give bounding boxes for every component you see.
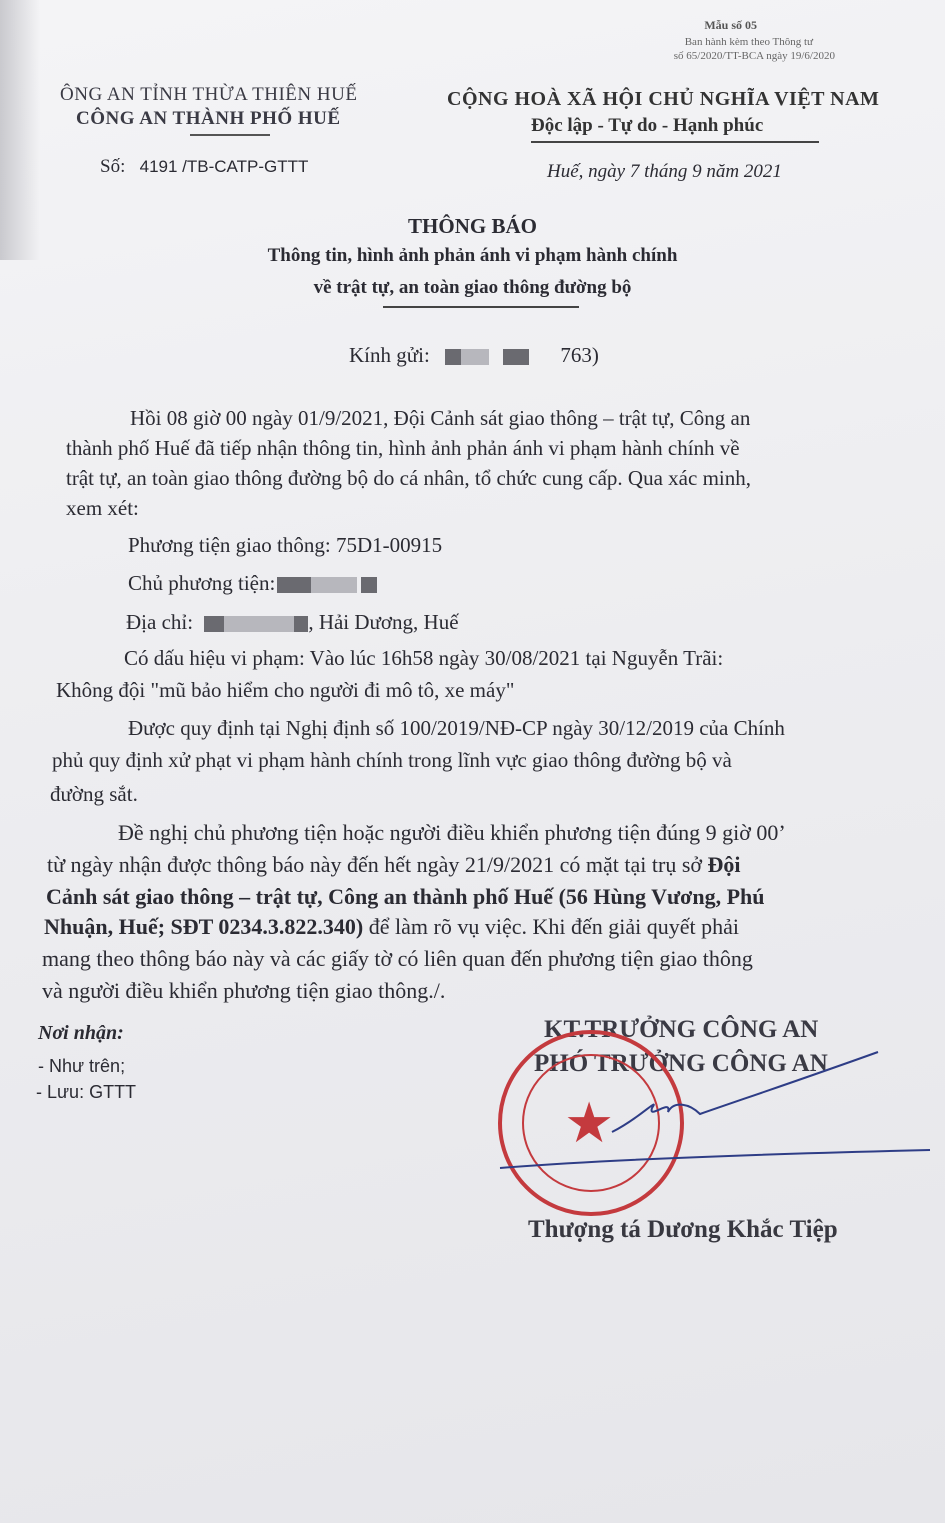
signer-name: Thượng tá Dương Khắc Tiệp: [528, 1216, 838, 1243]
form-reference-line2: số 65/2020/TT-BCA ngày 19/6/2020: [673, 50, 835, 62]
form-reference-line1: Ban hành kèm theo Thông tư: [684, 36, 813, 48]
rule-line-2: phủ quy định xử phạt vi phạm hành chính trong lĩnh vực giao thông đường bộ và: [52, 748, 732, 772]
request-line-5: mang theo thông báo này và các giấy tờ có liên quan đến phương tiện giao thông: [42, 946, 753, 971]
request-line-2-bold: Đội: [707, 852, 741, 877]
national-title: CỘNG HOÀ XÃ HỘI CHỦ NGHĨA VIỆT NAM: [447, 88, 880, 110]
recipients-heading: Nơi nhận:: [38, 1022, 124, 1044]
owner-label: Chủ phương tiện:: [128, 571, 276, 595]
recipient-item-2: - Lưu: GTTT: [36, 1082, 137, 1102]
request-line-4-text: để làm rõ vụ việc. Khi đến giải quyết phải: [368, 914, 739, 939]
violation-line-1: Có dấu hiệu vi phạm: Vào lúc 16h58 ngày 30/08/2021 tại Nguyễn Trãi:: [124, 646, 724, 670]
document-subtitle-1: Thông tin, hình ảnh phản ánh vi phạm hành chính: [267, 245, 678, 266]
request-line-1: Đề nghị chủ phương tiện hoặc người điều khiển phương tiện đúng 9 giờ 00’: [118, 820, 786, 845]
parent-organization: ÔNG AN TỈNH THỪA THIÊN HUẾ: [60, 84, 358, 105]
organization-name: CÔNG AN THÀNH PHỐ HUẾ: [76, 108, 341, 129]
violation-line-2: Không đội "mũ bảo hiểm cho người đi mô tô, xe máy": [56, 678, 515, 702]
rule-line-3: đường sắt.: [50, 782, 138, 806]
recipient-label: Kính gửi:: [349, 343, 430, 367]
form-number: Mẫu số 05: [704, 18, 757, 32]
request-line-4-bold: Nhuận, Huế; SĐT 0234.3.822.340): [44, 914, 364, 939]
signature-line: [500, 1150, 930, 1168]
stamp-star-icon: ★: [564, 1093, 615, 1155]
document-title: THÔNG BÁO: [408, 214, 537, 238]
intro-line-2: thành phố Huế đã tiếp nhận thông tin, hình ảnh phản ánh vi phạm hành chính về: [66, 436, 740, 460]
request-line-3: Cảnh sát giao thông – trật tự, Công an thành phố Huế (56 Hùng Vương, Phú: [46, 884, 765, 909]
request-line-6: và người điều khiển phương tiện giao thông./.: [42, 978, 446, 1003]
signature-stroke: [612, 1052, 878, 1132]
vehicle-plate: Phương tiện giao thông: 75D1-00915: [128, 533, 443, 557]
recipient-item-1: - Như trên;: [38, 1056, 126, 1076]
recipient-tail: 763): [560, 343, 599, 367]
document-date: Huế, ngày 7 tháng 9 năm 2021: [547, 161, 782, 182]
request-line-2-text: từ ngày nhận được thông báo này đến hết ngày 21/9/2021 có mặt tại trụ sở: [47, 852, 703, 877]
signature-title-2: PHÓ TRƯỞNG CÔNG AN: [534, 1050, 828, 1077]
address-label: Địa chỉ:: [126, 610, 194, 634]
document-subtitle-2: về trật tự, an toàn giao thông đường bộ: [313, 277, 632, 298]
rule-line-1: Được quy định tại Nghị định số 100/2019/NĐ-CP ngày 30/12/2019 của Chính: [128, 716, 785, 740]
intro-line-3: trật tự, an toàn giao thông đường bộ do cá nhân, tổ chức cung cấp. Qua xác minh,: [66, 466, 751, 490]
intro-line-1: Hồi 08 giờ 00 ngày 01/9/2021, Đội Cảnh sát giao thông – trật tự, Công an: [130, 406, 751, 430]
intro-line-4: xem xét:: [66, 496, 139, 520]
signature-title-1: KT.TRƯỞNG CÔNG AN: [544, 1016, 819, 1043]
document-number-label: Số:: [100, 156, 126, 177]
address-tail: , Hải Dương, Huế: [308, 610, 459, 634]
national-motto: Độc lập - Tự do - Hạnh phúc: [531, 115, 764, 136]
document-number-value: 4191 /TB-CATP-GTTT: [139, 157, 309, 176]
